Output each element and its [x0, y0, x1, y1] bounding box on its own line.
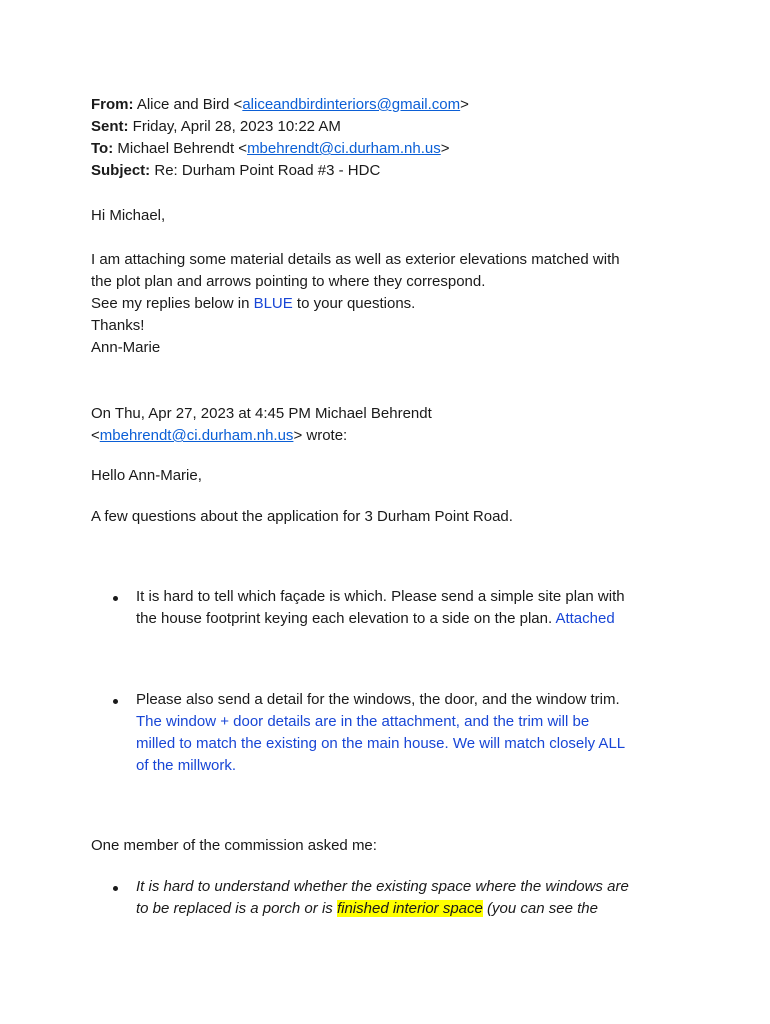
- bullet-1-line-1: It is hard to tell which façade is which. Please send a simple site plan with: [136, 588, 625, 605]
- sent-line: [91, 116, 341, 138]
- from-email-link[interactable]: aliceandbirdinteriors@gmail.com: [242, 96, 461, 113]
- bullet-3-post: (you can see the: [482, 900, 598, 917]
- bullet-2-line-1: Please also send a detail for the windows, the door, and the window trim.: [136, 691, 620, 708]
- bullet-2-dot: [113, 699, 118, 704]
- reply-line-2: the plot plan and arrows pointing to where they correspond.: [91, 273, 486, 290]
- bullet-2-reply-3: of the millwork.: [136, 757, 237, 774]
- bullet-3-line-1: It is hard to understand whether the existing space where the windows are: [136, 878, 629, 895]
- reply-greeting: Hi Michael,: [91, 207, 166, 224]
- highlighted-phrase: finished interior space: [336, 900, 483, 917]
- quote-attribution-email-link[interactable]: mbehrendt@ci.durham.nh.us: [99, 427, 294, 444]
- quote-attribution-1: On Thu, Apr 27, 2023 at 4:45 PM Michael Behrendt: [91, 405, 432, 422]
- sent-value: Friday, April 28, 2023 10:22 AM: [132, 118, 341, 135]
- quote-attribution-open: <: [91, 427, 100, 444]
- quote-attribution-close: > wrote:: [293, 427, 348, 444]
- to-label: To:: [91, 140, 114, 157]
- subject-line: [91, 160, 380, 182]
- reply-line-3: [91, 293, 415, 315]
- bullet-2-reply-1: The window + door details are in the attachment, and the trim will be: [136, 713, 590, 730]
- quote-attribution-2: [91, 425, 347, 447]
- sent-label: Sent:: [91, 118, 129, 135]
- bullet-3-dot: [113, 886, 118, 891]
- quote-intro: A few questions about the application for 3 Durham Point Road.: [91, 508, 513, 525]
- bullet-3-pre: to be replaced is a porch or is: [136, 900, 337, 917]
- bullet-1-line-2: [136, 608, 615, 630]
- reply-line-3-post: to your questions.: [292, 295, 416, 312]
- reply-line-1: I am attaching some material details as well as exterior elevations matched with: [91, 251, 620, 268]
- to-close: >: [440, 140, 450, 157]
- bullet-3-line-2: [136, 898, 598, 920]
- bullet-2-reply-2: milled to match the existing on the main house. We will match closely ALL: [136, 735, 626, 752]
- reply-line-3-pre: See my replies below in: [91, 295, 254, 312]
- quote-greeting: Hello Ann-Marie,: [91, 467, 202, 484]
- to-email-link[interactable]: mbehrendt@ci.durham.nh.us: [247, 140, 441, 157]
- subject-label: Subject:: [91, 162, 151, 179]
- commission-line: One member of the commission asked me:: [91, 837, 377, 854]
- to-line: [91, 138, 450, 160]
- reply-thanks: Thanks!: [91, 317, 145, 334]
- to-name: Michael Behrendt <: [117, 140, 248, 157]
- bullet-1-reply: Attached: [555, 610, 615, 627]
- from-label: From:: [91, 96, 134, 113]
- bullet-1-dot: [113, 596, 118, 601]
- from-name: Alice and Bird <: [136, 96, 243, 113]
- subject-value: Re: Durham Point Road #3 - HDC: [154, 162, 381, 179]
- from-close: >: [460, 96, 469, 113]
- reply-blue-word: BLUE: [253, 295, 293, 312]
- bullet-1-text: the house footprint keying each elevation to a side on the plan.: [136, 610, 556, 627]
- reply-signature: Ann-Marie: [91, 339, 161, 356]
- from-line: [91, 94, 469, 116]
